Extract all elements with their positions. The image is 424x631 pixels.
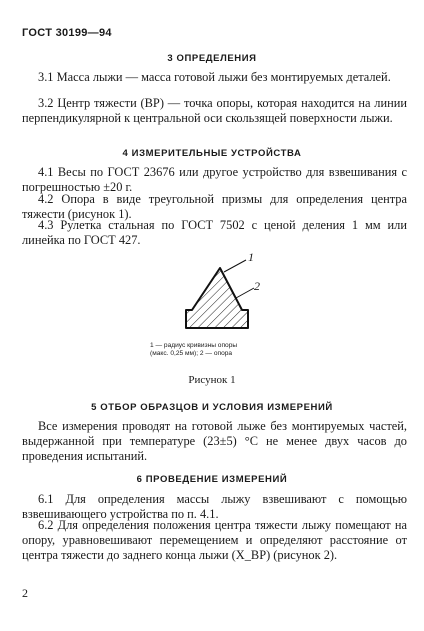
paragraph-4-2: 4.2 Опора в виде треугольной призмы для определения центра тяжести (рисунок 1). [22, 192, 407, 221]
paragraph-5: Все измерения проводят на готовой лыже без монтируемых частей, выдержанной при температуре (23±5) °С не менее двух часов до проведения испытаний. [22, 419, 407, 463]
paragraph-3-1: 3.1 Масса лыжи — масса готовой лыжи без монтируемых деталей. [38, 70, 391, 84]
figure-label-1: 1 [248, 250, 254, 264]
prism-shape [186, 268, 248, 328]
document-header: ГОСТ 30199—94 [22, 27, 112, 39]
paragraph-6-1: 6.1 Для определения массы лыжу взвешивают с помощью взвешивающего устройства по п. 4.1. [22, 492, 407, 521]
paragraph-4-3: 4.3 Рулетка стальная по ГОСТ 7502 с ценой деления 1 мм или линейка по ГОСТ 427. [22, 218, 407, 247]
section-heading-measuring-devices: 4 ИЗМЕРИТЕЛЬНЫЕ УСТРОЙСТВА [122, 148, 302, 159]
page-number: 2 [22, 586, 28, 600]
paragraph-3-2: 3.2 Центр тяжести (ВР) — точка опоры, которая находится на линии перпендикулярной к центральной оси скользящей поверхности лыжи. [22, 96, 407, 125]
figure-caption: 1 — радиус кривизны опоры (макс. 0,25 мм); 2 — опора [150, 342, 238, 357]
leader-line-2 [236, 288, 254, 298]
figure-label-2: 2 [254, 279, 260, 293]
paragraph-6-2: 6.2 Для определения положения центра тяжести лыжу помещают на опору, уравновешивают перемещением и определяют расстояние от центра тяжести до заднего конца лыжи (X_BP) (рисунок 2). [22, 518, 407, 562]
leader-line-1 [224, 260, 246, 272]
figure-title: Рисунок 1 [188, 374, 236, 386]
section-heading-measurements: 6 ПРОВЕДЕНИЕ ИЗМЕРЕНИЙ [136, 474, 288, 485]
support-prism-figure [150, 248, 280, 338]
section-heading-sampling: 5 ОТБОР ОБРАЗЦОВ И УСЛОВИЯ ИЗМЕРЕНИЙ [91, 402, 333, 413]
section-heading-definitions: 3 ОПРЕДЕЛЕНИЯ [167, 53, 257, 64]
paragraph-4-1: 4.1 Весы по ГОСТ 23676 или другое устройство для взвешивания с погрешностью ±20 г. [22, 165, 407, 194]
